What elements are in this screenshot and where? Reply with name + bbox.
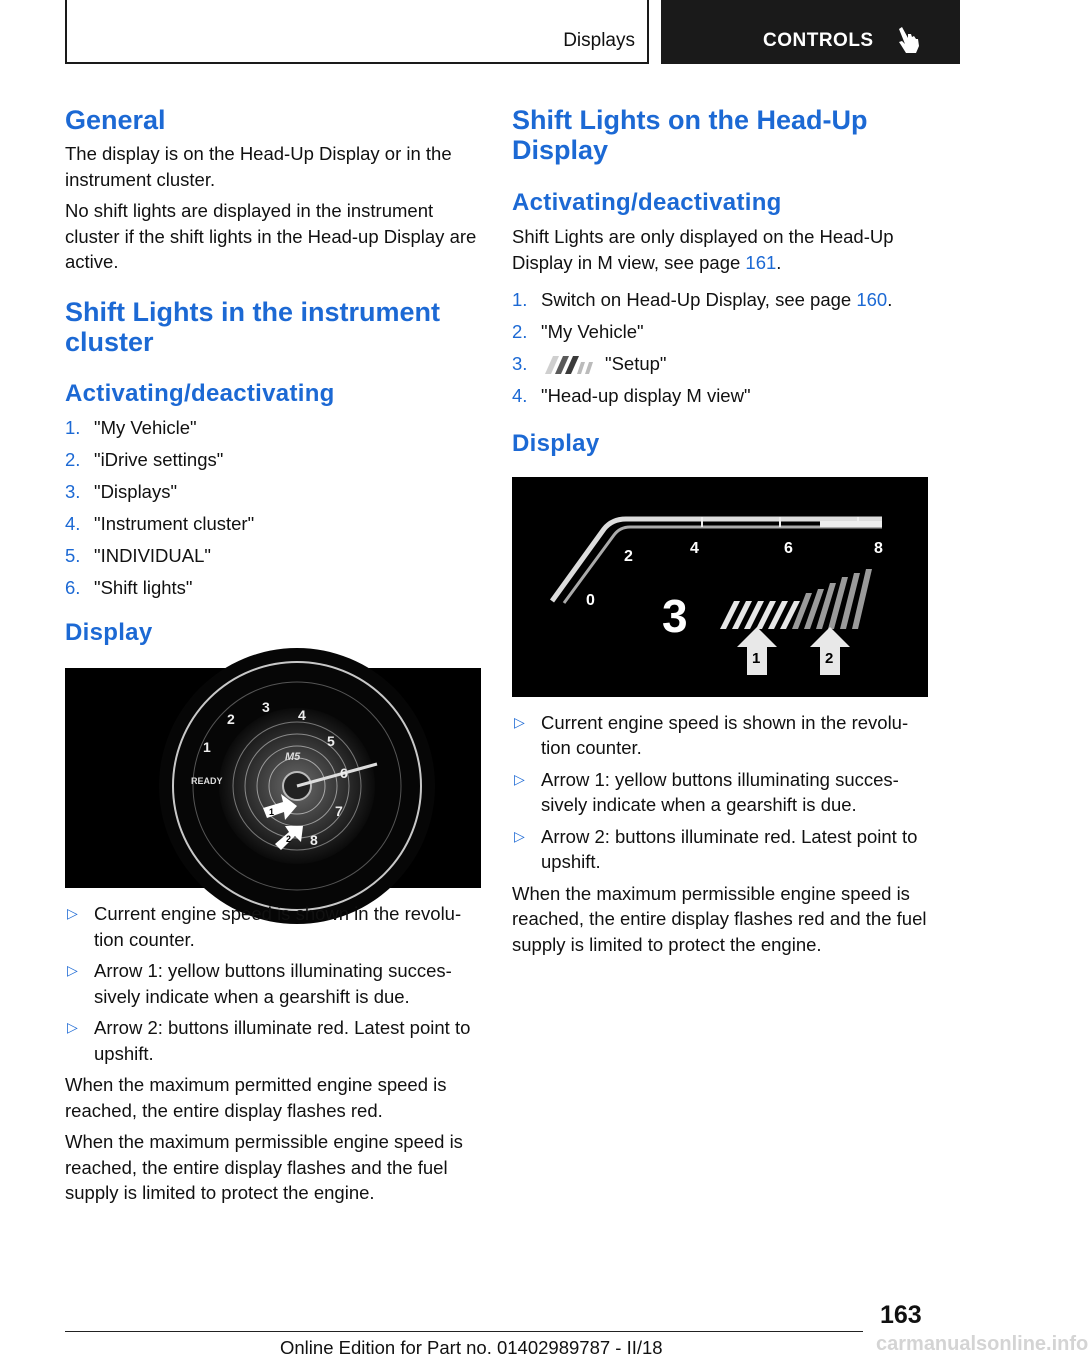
list-item: 1. "My Vehicle"	[65, 416, 197, 438]
hud-arrow-1-label: 1	[752, 649, 761, 667]
hud-activate-heading: Activating/deactivating	[512, 189, 782, 216]
list-item: 2. "iDrive settings"	[65, 448, 224, 470]
hud-heading: Shift Lights on the Head-Up Display	[512, 105, 868, 165]
hud-scale-label: 2	[624, 547, 633, 565]
list-item: ▷ Arrow 2: buttons illuminate red. Latest point to upshift.	[514, 825, 918, 872]
hud-notes-list	[512, 710, 928, 875]
gauge-number: 5	[327, 733, 335, 749]
hud-scale-label: 8	[874, 539, 883, 557]
hud-intro-paragraph: Shift Lights are only displayed on the Head-Up Display in M view, see page 161.	[512, 226, 894, 273]
header-chapter-label: CONTROLS	[763, 30, 874, 51]
triangle-bullet-icon: ▷	[514, 713, 525, 730]
page-link-161[interactable]: 161	[745, 251, 777, 273]
tachometer-illustration	[65, 668, 481, 888]
footer-divider	[65, 1331, 863, 1332]
hud-display-heading: Display	[512, 429, 600, 457]
cluster-paragraph-max-1: When the maximum permitted engine speed is reached, the entire display flashes red.	[65, 1074, 447, 1121]
gauge-number: 4	[298, 707, 306, 723]
triangle-bullet-icon: ▷	[67, 962, 78, 978]
right-column	[512, 100, 928, 957]
triangle-bullet-icon: ▷	[514, 770, 525, 787]
gauge-number: 7	[335, 803, 343, 819]
arrow-1-label: 1	[269, 807, 275, 817]
list-item: ▷ Arrow 1: yellow buttons illuminating successively indicate when a gearshift is due.	[514, 768, 899, 815]
gauge-number: 6	[340, 765, 348, 781]
footer-edition: Online Edition for Part no. 01402989787 - II/18	[280, 1337, 663, 1358]
list-item: ▷ Arrow 2: buttons illuminate red. Latest point to upshift.	[67, 1017, 471, 1064]
triangle-bullet-icon: ▷	[67, 1019, 78, 1035]
list-item: ▷ Current engine speed is shown in the revolution counter.	[67, 903, 462, 950]
list-item: ▷ Current engine speed is shown in the revolution counter.	[514, 711, 909, 758]
ready-label: READY	[191, 776, 223, 786]
triangle-bullet-icon: ▷	[514, 827, 525, 844]
instrument-cluster-image	[65, 668, 481, 888]
hud-gear-indicator: 3	[662, 589, 688, 642]
gauge-number: 2	[227, 711, 235, 727]
list-item: 2. "My Vehicle"	[512, 321, 644, 342]
cluster-display-heading: Display	[65, 619, 153, 646]
hud-scale-label: 6	[784, 539, 793, 557]
footer-watermark: carmanualsonline.info	[876, 1333, 1088, 1355]
list-item: 5. "INDIVIDUAL"	[65, 544, 211, 566]
list-item: 1. Switch on Head-Up Display, see page 160.	[512, 289, 893, 310]
hud-arrow-2-label: 2	[825, 649, 834, 667]
cluster-notes-list	[65, 901, 481, 1066]
page-number: 163	[880, 1301, 922, 1329]
pointing-hand-icon	[893, 26, 923, 56]
cluster-paragraph-max-2: When the maximum permissible engine speed is reached, the entire display flashes and the fuel supply is limited to protect the engine.	[65, 1131, 463, 1203]
cluster-steps-list	[65, 415, 481, 601]
hud-scale-label: 0	[586, 591, 595, 609]
hud-paragraph-max: When the maximum permissible engine speed is reached, the entire display flashes red and the fuel supply is limited to protect the engine.	[512, 882, 927, 955]
hud-m-view-image	[512, 477, 928, 697]
general-paragraph-2: No shift lights are displayed in the instrument cluster if the shift lights in the Head-up Display are active.	[65, 200, 477, 272]
hud-scale-label: 4	[690, 539, 699, 557]
hud-shift-lights-illustration	[512, 477, 928, 697]
list-item: 6. "Shift lights"	[65, 576, 193, 598]
page-link-160[interactable]: 160	[856, 289, 888, 310]
m-logo-icon	[541, 354, 597, 376]
hud-steps-list	[512, 287, 928, 409]
triangle-bullet-icon: ▷	[67, 905, 78, 921]
left-column	[65, 100, 481, 1206]
arrow-2-label: 2	[286, 834, 292, 844]
gauge-number: 8	[310, 832, 318, 848]
general-heading: General	[65, 105, 166, 135]
header-section-label: Displays	[563, 30, 635, 51]
list-item: 4. "Instrument cluster"	[65, 512, 255, 534]
list-item: ▷ Arrow 1: yellow buttons illuminating successively indicate when a gearshift is due.	[67, 960, 452, 1007]
cluster-activate-heading: Activating/deactivating	[65, 379, 335, 407]
general-paragraph-1: The display is on the Head-Up Display or in the instrument cluster.	[65, 143, 452, 190]
gauge-number: 1	[203, 739, 211, 755]
list-item: 3. "Setup"	[512, 351, 928, 377]
m5-logo: M5	[285, 751, 301, 763]
header-section-box	[65, 0, 649, 64]
list-item: 4. "Head-up display M view"	[512, 385, 751, 406]
gauge-number: 3	[262, 699, 270, 715]
cluster-heading: Shift Lights in the instrument cluster	[65, 296, 440, 357]
list-item: 3. "Displays"	[65, 480, 178, 502]
